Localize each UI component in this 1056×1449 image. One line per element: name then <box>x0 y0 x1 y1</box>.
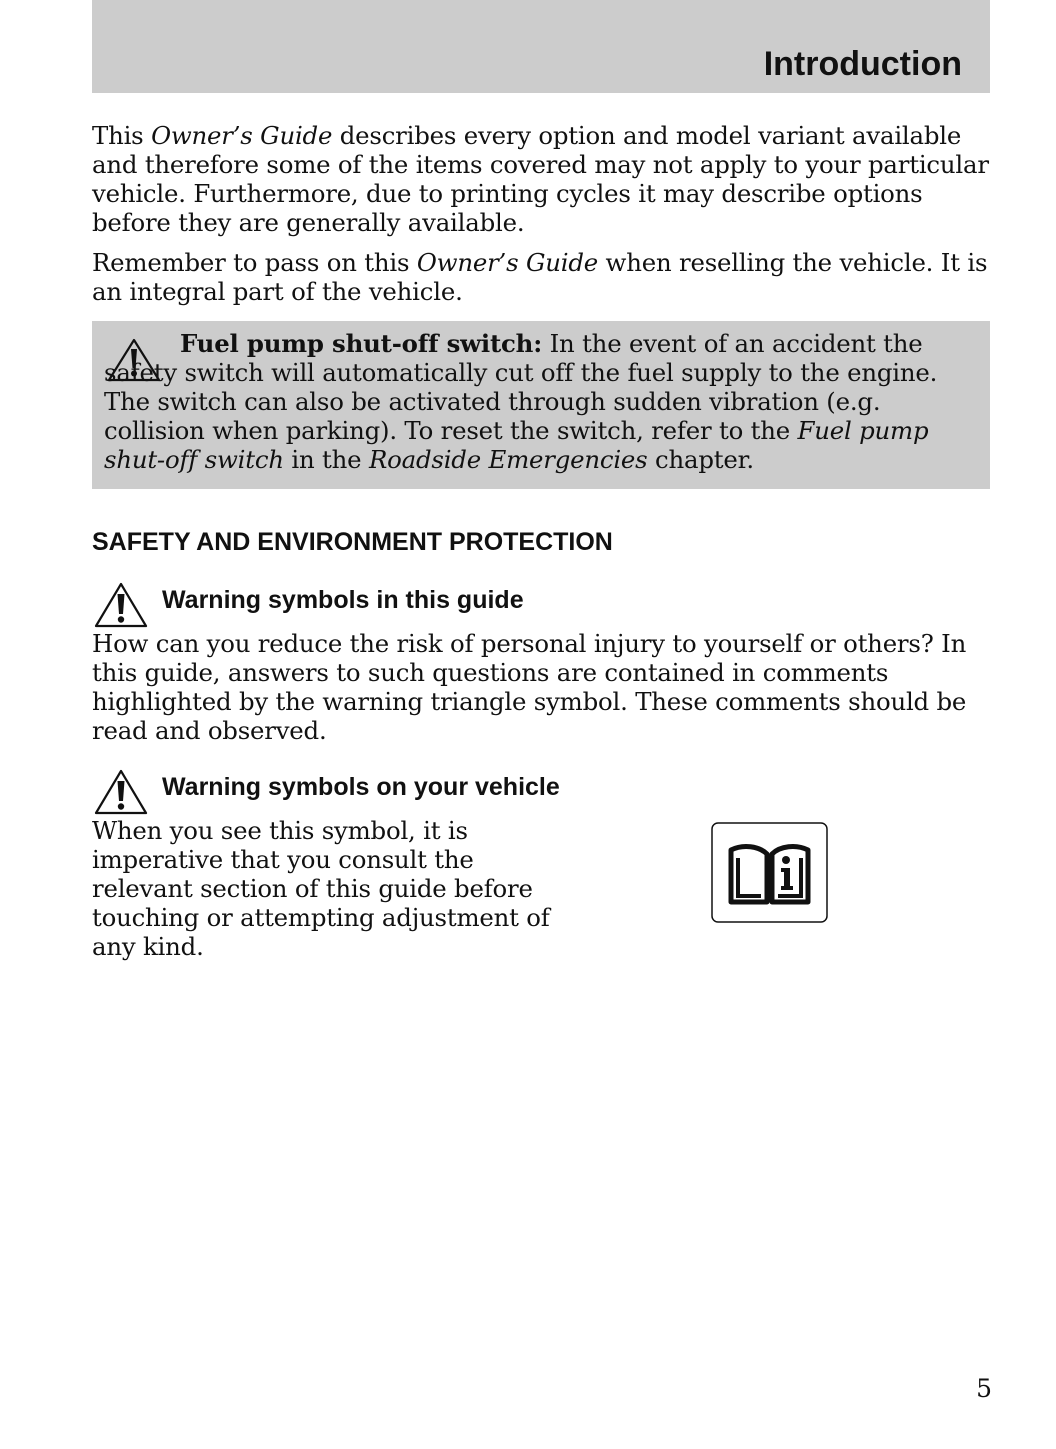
intro-paragraph-1 <box>92 121 992 237</box>
page-number: 5 <box>976 1374 992 1403</box>
notice-text-2: in the <box>283 445 369 474</box>
vehicle-warning-body: When you see this symbol, it is imperative that you consult the relevant section of this guide before touching or attempting adjustment of any kind. <box>92 816 550 961</box>
notice-italic-2: Roadside Emergencies <box>368 445 648 474</box>
notice-text-3: chapter. <box>647 445 754 474</box>
notice-bold-lead: Fuel pump shut-off switch: <box>180 329 543 358</box>
intro-p2-text-after: when reselling the vehicle. It is an integral part of the vehicle. <box>92 248 988 306</box>
intro-p2-guide-title: Owner’s Guide <box>416 248 598 277</box>
warning-triangle-icon <box>93 581 149 629</box>
owner-manual-info-icon <box>711 822 828 923</box>
warning-triangle-icon <box>93 768 149 816</box>
intro-p1-text-before: This <box>92 121 152 150</box>
intro-p1-guide-title: Owner’s Guide <box>151 121 333 150</box>
notice-text-1: In the event of an accident the safety switch will automatically cut off the fuel supply to the engine. The switch can also be activated through sudden vibration (e.g. collision when parking). To reset the switch, refer to the <box>104 329 938 445</box>
intro-paragraph-2 <box>92 248 992 306</box>
intro-p2-text-before: Remember to pass on this <box>92 248 417 277</box>
fuel-pump-notice-box <box>92 321 990 489</box>
intro-p1-text-after: describes every option and model variant available and therefore some of the items covered may not apply to your particular vehicle. Furthermore, due to printing cycles it may describe options before they are generally available. <box>92 121 989 237</box>
guide-warning-heading: Warning symbols in this guide <box>162 586 524 614</box>
section-heading: SAFETY AND ENVIRONMENT PROTECTION <box>92 528 613 556</box>
fuel-pump-notice-text <box>104 329 984 474</box>
guide-warning-body: How can you reduce the risk of personal injury to yourself or others? In this guide, answers to such questions are contained in comments highlighted by the warning triangle symbol. These comments should be read and observed. <box>92 629 967 745</box>
page-title: Introduction <box>763 45 962 83</box>
header-bar <box>92 0 990 93</box>
notice-italic-1: Fuel pump shut-off switch <box>104 416 929 474</box>
vehicle-warning-heading: Warning symbols on your vehicle <box>162 773 560 801</box>
